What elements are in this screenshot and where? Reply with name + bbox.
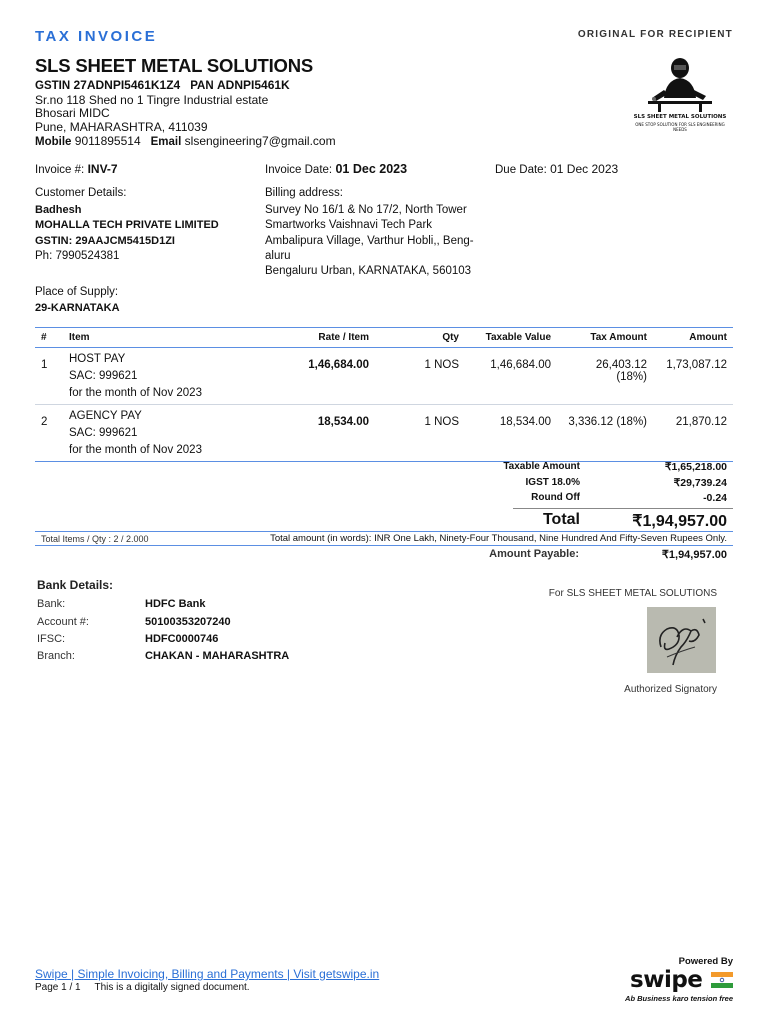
swipe-tagline: Ab Business karo tension free: [625, 994, 733, 1003]
items-table: [35, 327, 733, 462]
customer-name: Badhesh: [35, 204, 82, 216]
due-date: Due Date: 01 Dec 2023: [495, 162, 619, 176]
item-name: AGENCY PAY: [69, 410, 142, 422]
item-sac: SAC: 999621: [69, 370, 138, 382]
item-rate: 1,46,684.00: [253, 348, 375, 405]
signature-for-label: For SLS SHEET METAL SOLUTIONS: [548, 588, 717, 599]
invoice-date: Invoice Date: 01 Dec 2023: [265, 162, 408, 176]
company-email: slsengineering7@gmail.com: [184, 134, 336, 148]
item-sac: SAC: 999621: [69, 427, 138, 439]
col-header-item: Item: [63, 328, 253, 348]
item-tax: 3,336.12 (18%): [557, 405, 653, 462]
authorized-signatory: Authorized Signatory: [624, 684, 717, 695]
ifsc-code: HDFC0000746: [145, 633, 219, 645]
branch-label: Branch:: [37, 650, 75, 662]
india-flag-icon: [711, 972, 733, 988]
account-label: Account #:: [37, 616, 89, 628]
billing-label: Billing address:: [265, 187, 343, 199]
billing-line-1: Survey No 16/1 & No 17/2, North Tower: [265, 204, 467, 216]
welder-icon: [628, 54, 732, 114]
item-amount: 21,870.12: [653, 405, 733, 462]
customer-gstin: GSTIN: 29AAJCM5415D1ZI: [35, 235, 175, 247]
item-name: HOST PAY: [69, 353, 126, 365]
swipe-logo: swipe: [630, 967, 703, 993]
bank-label: Bank:: [37, 598, 66, 610]
total-amount: ₹1,94,957.00: [632, 513, 727, 530]
words-divider-top: [35, 531, 733, 532]
words-divider-bottom: [35, 545, 733, 546]
account-number: 50100353207240: [145, 616, 231, 628]
item-qty: 1 NOS: [375, 405, 465, 462]
round-off-label: Round Off: [531, 492, 580, 503]
amount-payable-label: Amount Payable:: [489, 548, 579, 560]
round-off: -0.24: [703, 492, 727, 504]
table-row: 2 AGENCY PAY SAC: 999621 for the month of Nov 2023 18,534.00 1 NOS 18,534.00 3,336.12 (18%) 21,870.12: [35, 405, 733, 462]
copy-label: ORIGINAL FOR RECIPIENT: [577, 29, 733, 40]
invoice-number: Invoice #: INV-7: [35, 162, 118, 176]
digital-sign-note: This is a digitally signed document.: [94, 982, 250, 993]
igst-label: IGST 18.0%: [525, 477, 580, 488]
company-pan: ADNPI5461K: [217, 78, 290, 92]
item-description: for the month of Nov 2023: [69, 387, 202, 399]
place-of-supply: 29-KARNATAKA: [35, 302, 120, 314]
col-header-tax: Tax Amount: [557, 328, 653, 348]
customer-label: Customer Details:: [35, 187, 127, 199]
col-header-qty: Qty: [375, 328, 465, 348]
company-contact: Mobile 9011895514 Email slsengineering7@gmail.com: [35, 134, 336, 148]
table-row: 1 HOST PAY SAC: 999621 for the month of Nov 2023 1,46,684.00 1 NOS 1,46,684.00 26,403.12 (18%) 1,73,087.12: [35, 348, 733, 405]
company-address-2: Bhosari MIDC: [35, 106, 110, 120]
total-label: Total: [542, 511, 580, 528]
billing-line-5: Bengaluru Urban, KARNATAKA, 560103: [265, 265, 472, 277]
page-number: Page 1 / 1: [35, 982, 81, 993]
item-rate: 18,534.00: [253, 405, 375, 462]
company-mobile: 9011895514: [74, 134, 141, 148]
company-gstin: 27ADNPI5461K1Z4: [73, 78, 181, 92]
customer-phone: Ph: 7990524381: [35, 250, 120, 262]
col-header-no: #: [35, 328, 63, 348]
item-description: for the month of Nov 2023: [69, 444, 202, 456]
powered-by: Powered By: [678, 956, 733, 967]
company-address-1: Sr.no 118 Shed no 1 Tingre Industrial estate: [35, 93, 269, 107]
total-divider: [513, 508, 733, 509]
company-name: SLS SHEET METAL SOLUTIONS: [35, 55, 314, 76]
billing-line-4: aluru: [265, 250, 291, 262]
bank-name: HDFC Bank: [145, 598, 206, 610]
billing-line-3: Ambalipura Village, Varthur Hobli,, Beng-: [265, 235, 474, 247]
branch-name: CHAKAN - MAHARASHTRA: [145, 650, 290, 662]
taxable-amount: ₹1,65,218.00: [664, 461, 727, 473]
amount-payable: ₹1,94,957.00: [661, 549, 727, 561]
bank-details-title: Bank Details:: [37, 578, 114, 592]
igst-amount: ₹29,739.24: [673, 477, 727, 489]
customer-company: MOHALLA TECH PRIVATE LIMITED: [35, 219, 219, 231]
ifsc-label: IFSC:: [37, 633, 66, 645]
page-info: [35, 982, 250, 993]
col-header-rate: Rate / Item: [253, 328, 375, 348]
item-taxable: 18,534.00: [465, 405, 557, 462]
amount-in-words: Total amount (in words): INR One Lakh, Ninety-Four Thousand, Nine Hundred And Fifty-Seven Rupees Only.: [270, 533, 727, 544]
signature-image: [647, 607, 716, 673]
swipe-brand: [625, 956, 733, 1006]
total-items-qty: Total Items / Qty : 2 / 2.000: [41, 534, 149, 544]
item-taxable: 1,46,684.00: [465, 348, 557, 405]
handwritten-signature-icon: [647, 607, 716, 673]
company-logo: SLS SHEET METAL SOLUTIONS ONE STOP SOLUTION FOR SLS ENGINEERING NEEDS: [628, 54, 732, 150]
document-type: TAX INVOICE: [35, 28, 158, 45]
swipe-footer-link[interactable]: Swipe | Simple Invoicing, Billing and Payments | Visit getswipe.in: [35, 967, 380, 981]
place-of-supply-label: Place of Supply:: [35, 286, 119, 298]
company-address-3: Pune, MAHARASHTRA, 411039: [35, 120, 208, 134]
item-amount: 1,73,087.12: [653, 348, 733, 405]
col-header-amount: Amount: [653, 328, 733, 348]
taxable-amount-label: Taxable Amount: [503, 461, 580, 472]
company-tax-ids: GSTIN 27ADNPI5461K1Z4 PAN ADNPI5461K: [35, 78, 290, 92]
col-header-taxable: Taxable Value: [465, 328, 557, 348]
item-tax: 26,403.12 (18%): [557, 348, 653, 405]
billing-line-2: Smartworks Vaishnavi Tech Park: [265, 219, 433, 231]
item-qty: 1 NOS: [375, 348, 465, 405]
table-header-row: [35, 328, 733, 348]
